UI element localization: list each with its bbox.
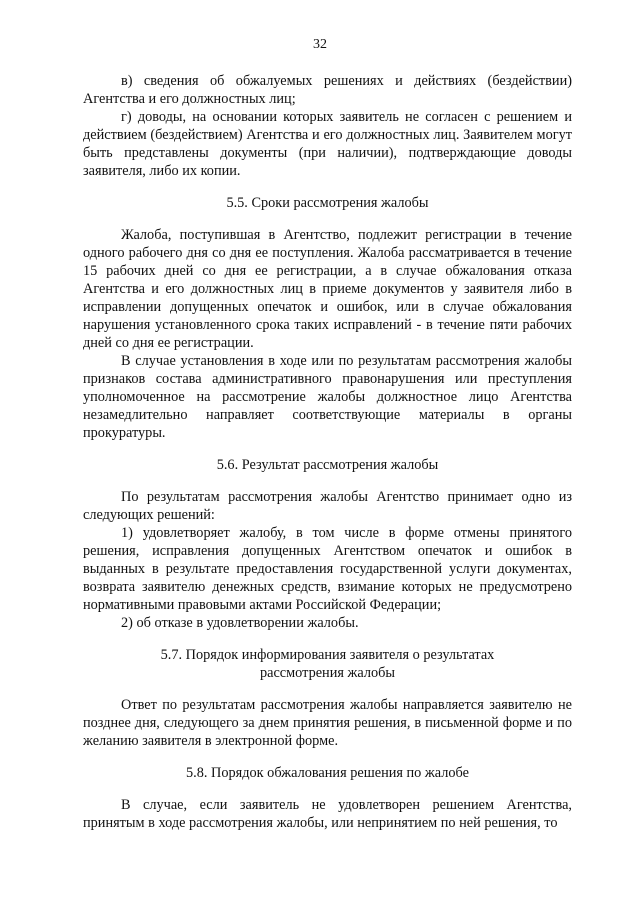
paragraph-appeal: В случае, если заявитель не удовлетворен решением Агентства, принятым в ходе рассмотрения жалобы, или непринятием по ней решения, то bbox=[83, 797, 572, 831]
section-heading-5-5: 5.5. Сроки рассмотрения жалобы bbox=[226, 195, 429, 211]
page-number: 32 bbox=[313, 37, 327, 52]
list-item-2: 2) об отказе в удовлетворении жалобы. bbox=[121, 615, 359, 631]
paragraph-response-delivery: Ответ по результатам рассмотрения жалобы направляется заявителю не позднее дня, следующего за днем принятия решения, в письменной форме и по желанию заявителя в электронной форме. bbox=[83, 697, 572, 749]
paragraph-complaint-registration: Жалоба, поступившая в Агентство, подлежит регистрации в течение одного рабочего дня со дня ее поступления. Жалоба рассматривается в течение 15 рабочих дней со дня ее регистрации, а в случае обжалования отказа Агентства и его должностных лиц в приеме документов у заявителя либо в исправлении допущенных опечаток и ошибок, или в случае обжалования нарушения установленного срока таких исправлений - в течение пяти рабочих дней со дня ее регистрации. bbox=[83, 227, 572, 351]
paragraph-decisions-intro: По результатам рассмотрения жалобы Агентство принимает одно из следующих решений: bbox=[83, 489, 572, 523]
section-heading-5-8: 5.8. Порядок обжалования решения по жалобе bbox=[186, 765, 469, 781]
document-body bbox=[83, 72, 572, 832]
section-heading-5-7: 5.7. Порядок информирования заявителя о результатах рассмотрения жалобы bbox=[160, 647, 495, 681]
list-item-v: в) сведения об обжалуемых решениях и действиях (бездействии) Агентства и его должностных лиц; bbox=[83, 73, 572, 107]
list-item-1: 1) удовлетворяет жалобу, в том числе в форме отмены принятого решения, исправления допущенных Агентством опечаток и ошибок в выданных в результате предоставления государственной услуги документах, возврата заявителю денежных средств, взимание которых не предусмотрено нормативными правовыми актами Российской Федерации; bbox=[83, 525, 572, 613]
section-heading-5-6: 5.6. Результат рассмотрения жалобы bbox=[216, 457, 439, 473]
list-item-g: г) доводы, на основании которых заявитель не согласен с решением и действием (бездействием) Агентства и его должностных лиц. Заявителем могут быть представлены документы (при наличии), подтверждающие доводы заявителя, либо их копии. bbox=[83, 109, 572, 179]
paragraph-violation-materials: В случае установления в ходе или по результатам рассмотрения жалобы признаков состава административного правонарушения или преступления уполномоченное на рассмотрение жалобы должностное лицо Агентства незамедлительно направляет соответствующие материалы в органы прокуратуры. bbox=[83, 353, 572, 441]
